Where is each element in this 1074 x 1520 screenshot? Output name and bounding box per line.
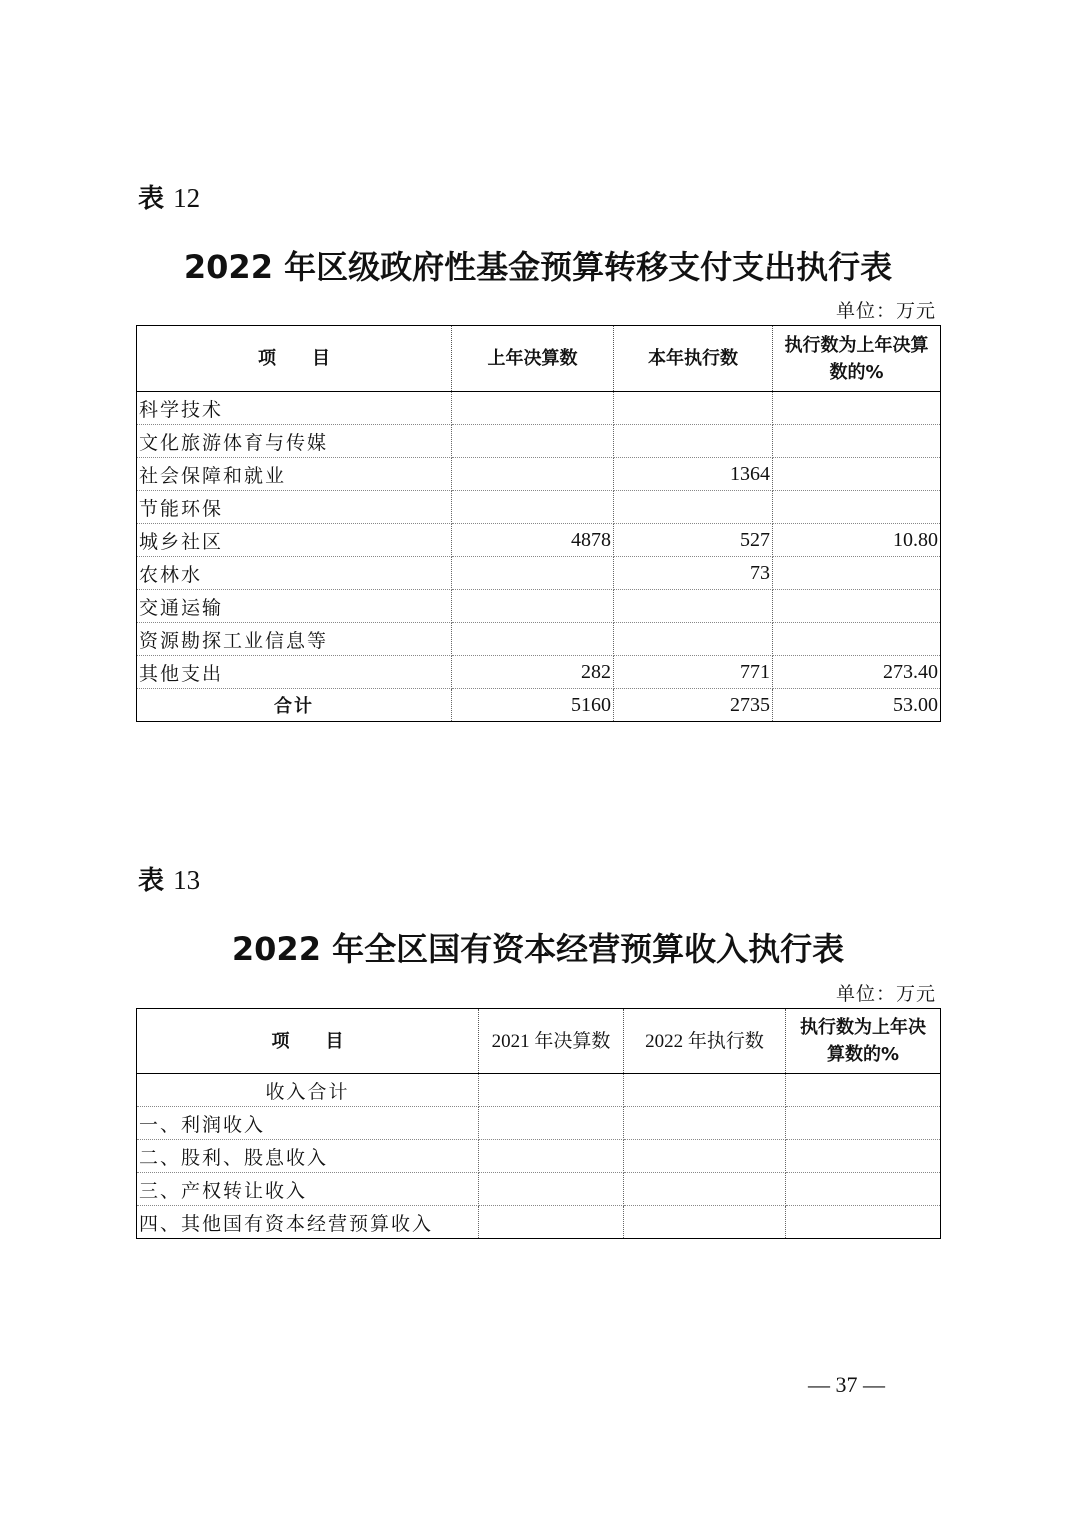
- table13-header-curr: [624, 1009, 786, 1074]
- row-item: 交通运输: [137, 590, 452, 623]
- table-row: [137, 491, 941, 524]
- row-pct: [773, 392, 941, 425]
- table13-title: 2022 年全区国有资本经营预算收入执行表: [231, 930, 845, 968]
- row-item: 农林水: [137, 557, 452, 590]
- table12: [136, 325, 941, 722]
- total-pct: 53.00: [893, 693, 938, 716]
- table13-header-curr-label: 2022 年执行数: [645, 1030, 764, 1052]
- table12-header-curr: 本年执行数: [614, 326, 773, 392]
- table13: [136, 1008, 941, 1239]
- table-row: [137, 458, 941, 491]
- table-row: [137, 425, 941, 458]
- table-row: [137, 392, 941, 425]
- table12-header-prev: 上年决算数: [452, 326, 614, 392]
- row-pct: [786, 1074, 941, 1107]
- row-item: 四、其他国有资本经营预算收入: [137, 1206, 479, 1239]
- row-curr: 771: [614, 656, 773, 689]
- row-pct: [773, 425, 941, 458]
- table13-unit: 单位：万元: [835, 983, 936, 1005]
- row-item: 城乡社区: [137, 524, 452, 557]
- row-pct: [773, 491, 941, 524]
- table12-total-row: [137, 689, 941, 722]
- row-curr: [614, 491, 773, 524]
- row-prev: [452, 623, 614, 656]
- row-pct: [786, 1206, 941, 1239]
- table13-label: [138, 860, 200, 897]
- table13-header-item: 项 目: [137, 1009, 479, 1074]
- table-row: [137, 557, 941, 590]
- row-item: 资源勘探工业信息等: [137, 623, 452, 656]
- row-pct: [786, 1107, 941, 1140]
- row-pct: [773, 458, 941, 491]
- row-prev: [479, 1140, 624, 1173]
- row-prev: [479, 1206, 624, 1239]
- row-curr: [614, 623, 773, 656]
- table12-title: 2022 年区级政府性基金预算转移支付支出执行表: [183, 248, 893, 286]
- table13-label-prefix: 表: [138, 866, 165, 896]
- row-prev: [452, 425, 614, 458]
- table-row: [137, 590, 941, 623]
- row-prev: 4878: [452, 524, 614, 557]
- row-curr: [624, 1206, 786, 1239]
- row-item: 二、股利、股息收入: [137, 1140, 479, 1173]
- table12-label-prefix: 表: [138, 184, 165, 214]
- table12-label-number: 12: [173, 183, 201, 213]
- table-row: [137, 1107, 941, 1140]
- row-prev: [479, 1173, 624, 1206]
- row-prev: 282: [452, 656, 614, 689]
- row-pct: [786, 1173, 941, 1206]
- row-pct: [786, 1140, 941, 1173]
- row-curr: [614, 425, 773, 458]
- row-pct: 10.80: [773, 524, 941, 557]
- table-row: [137, 1140, 941, 1173]
- row-pct: [773, 590, 941, 623]
- row-prev: [452, 392, 614, 425]
- total-label: 合计: [137, 689, 452, 722]
- table12-header-item: 项 目: [137, 326, 452, 392]
- row-curr: [624, 1074, 786, 1107]
- table12-header-row: [137, 326, 941, 392]
- row-curr: 1364: [614, 458, 773, 491]
- table-row: [137, 656, 941, 689]
- table13-label-number: 13: [173, 865, 201, 895]
- row-item: 一、利润收入: [137, 1107, 479, 1140]
- row-curr: [614, 590, 773, 623]
- table13-header-prev-label: 2021 年决算数: [491, 1030, 611, 1052]
- row-pct: [773, 623, 941, 656]
- row-item: 文化旅游体育与传媒: [137, 425, 452, 458]
- row-item: 社会保障和就业: [137, 458, 452, 491]
- row-curr: [624, 1140, 786, 1173]
- row-item: 收入合计: [137, 1074, 479, 1107]
- row-prev: [452, 491, 614, 524]
- table12-unit: 单位：万元: [835, 300, 936, 322]
- row-curr: 73: [614, 557, 773, 590]
- total-prev: 5160: [452, 689, 614, 722]
- row-curr: 527: [614, 524, 773, 557]
- table13-header-pct: 执行数为上年决算数的%: [786, 1009, 941, 1074]
- row-item: 节能环保: [137, 491, 452, 524]
- table-row: [137, 1206, 941, 1239]
- row-pct: [773, 557, 941, 590]
- row-item: 其他支出: [137, 656, 452, 689]
- table13-header-row: [137, 1009, 941, 1074]
- row-prev: [479, 1074, 624, 1107]
- row-pct: 273.40: [773, 656, 941, 689]
- total-curr: 2735: [614, 689, 773, 722]
- table12-label: [138, 178, 200, 215]
- row-prev: [452, 590, 614, 623]
- row-item: 三、产权转让收入: [137, 1173, 479, 1206]
- table-row: [137, 524, 941, 557]
- table13-header-prev: [479, 1009, 624, 1074]
- row-curr: [624, 1107, 786, 1140]
- row-prev: [479, 1107, 624, 1140]
- row-item: 科学技术: [137, 392, 452, 425]
- table12-header-pct: 执行数为上年决算数的%: [773, 326, 941, 392]
- table-row: [137, 1173, 941, 1206]
- row-curr: [624, 1173, 786, 1206]
- page-number: — 37 —: [808, 1372, 885, 1397]
- row-prev: [452, 557, 614, 590]
- row-prev: [452, 458, 614, 491]
- table-row: [137, 623, 941, 656]
- row-curr: [614, 392, 773, 425]
- table-row: [137, 1074, 941, 1107]
